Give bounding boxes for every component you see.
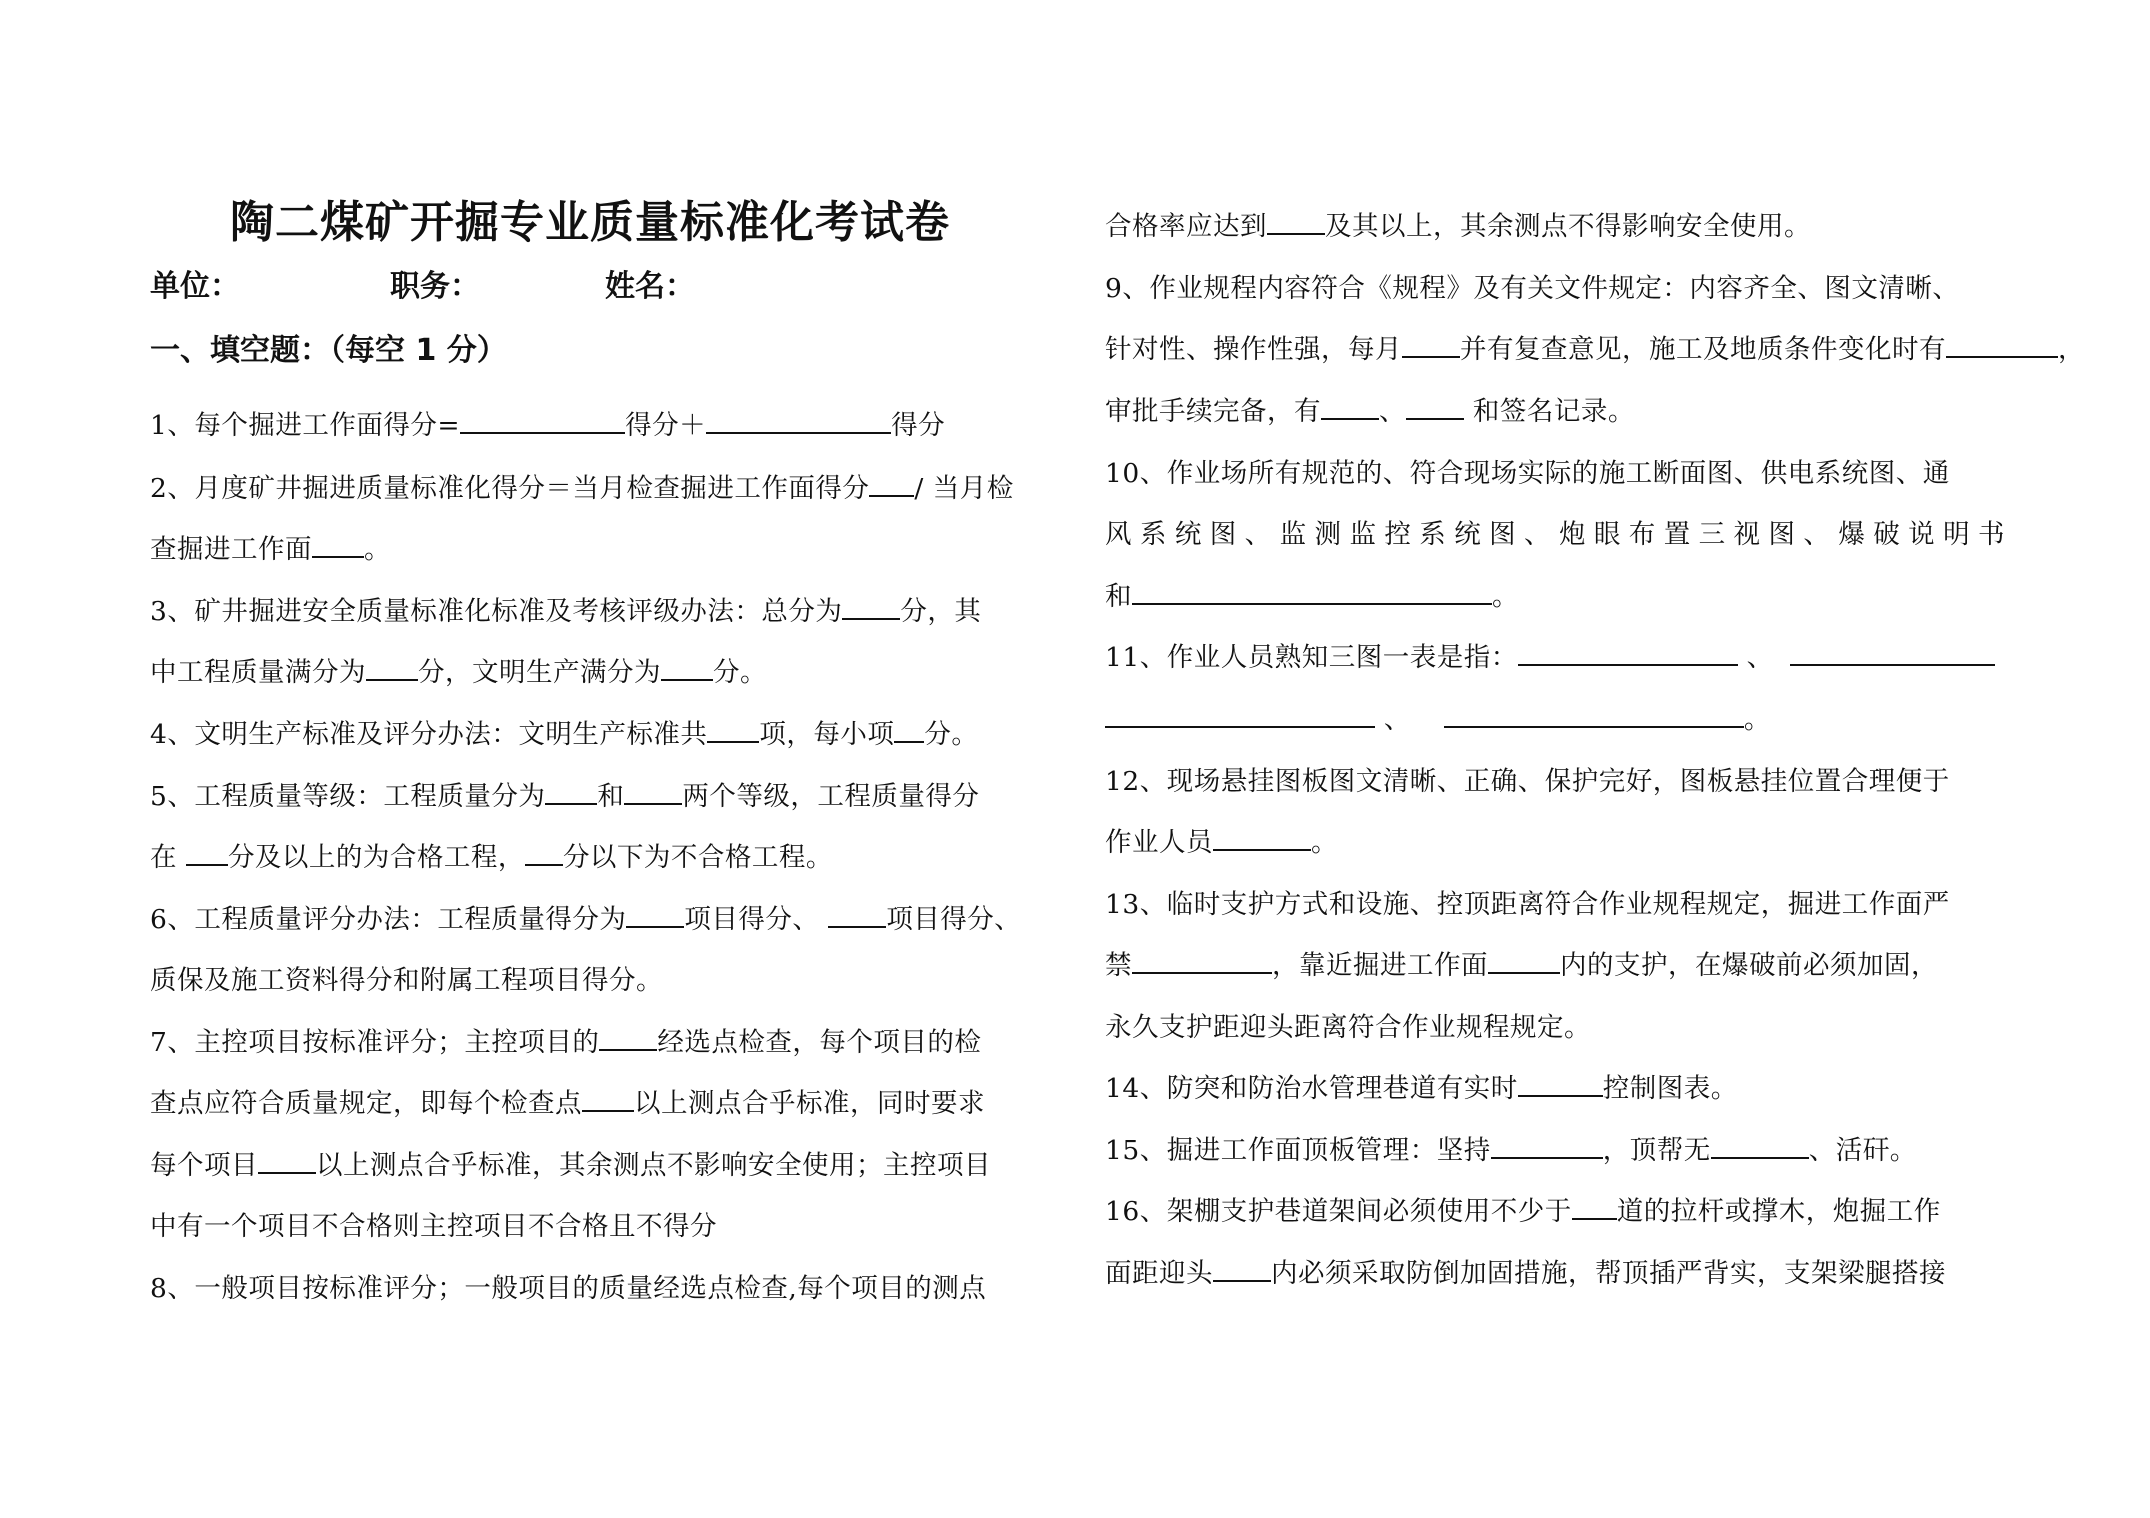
blank bbox=[1402, 328, 1460, 358]
blank bbox=[1518, 636, 1738, 666]
question-1: 1、每个掘进工作面得分= 得分＋ 得分 bbox=[150, 404, 945, 448]
blank bbox=[1444, 698, 1744, 728]
blank bbox=[186, 836, 228, 866]
blank bbox=[258, 1144, 316, 1174]
question-5-line-1: 5、工程质量等级：工程质量分为 和 两个等级，工程质量得分 bbox=[150, 775, 979, 819]
blank bbox=[706, 404, 891, 434]
question-7-line-1: 7、主控项目按标准评分；主控项目的 经选点检查，每个项目的检 bbox=[150, 1021, 981, 1065]
blank bbox=[894, 713, 924, 743]
question-7-line-2: 查点应符合质量规定，即每个检查点 以上测点合乎标准，同时要求 bbox=[150, 1082, 985, 1126]
page-title: 陶二煤矿开掘专业质量标准化考试卷 bbox=[230, 197, 950, 248]
question-3-line-1: 3、矿井掘进安全质量标准化标准及考核评级办法：总分为 分，其 bbox=[150, 590, 981, 634]
blank bbox=[599, 1021, 657, 1051]
blank bbox=[1488, 944, 1560, 974]
info-line bbox=[150, 264, 695, 310]
question-9-line-3: 审批手续完备，有 、 和签名记录。 bbox=[1105, 390, 1635, 434]
question-13-line-3: 永久支护距迎头距离符合作业规程规定。 bbox=[1105, 1012, 1591, 1043]
blank bbox=[626, 898, 684, 928]
question-2-line-1: 2、月度矿井掘进质量标准化得分＝当月检查掘进工作面得分 / 当月检 bbox=[150, 467, 1014, 511]
blank bbox=[707, 713, 759, 743]
blank bbox=[582, 1082, 634, 1112]
name-label: 姓名： bbox=[605, 269, 695, 304]
blank bbox=[624, 775, 682, 805]
question-10-line-3: 和 。 bbox=[1105, 575, 1519, 619]
blank bbox=[1267, 205, 1325, 235]
blank bbox=[1946, 328, 2058, 358]
question-14: 14、防突和防治水管理巷道有实时 控制图表。 bbox=[1105, 1067, 1738, 1111]
question-8-line-1: 8、一般项目按标准评分；一般项目的质量经选点检查,每个项目的测点 bbox=[150, 1273, 987, 1304]
question-2-line-2: 查掘进工作面 。 bbox=[150, 528, 391, 572]
question-10-line-2: 风系统图、监测监控系统图、炮眼布置三视图、爆破说明书 bbox=[1105, 519, 2005, 550]
blank bbox=[1132, 944, 1272, 974]
section-heading: 一、填空题：（每空 1 分） bbox=[150, 333, 507, 368]
question-11-line-2: 、 。 bbox=[1105, 698, 1771, 742]
blank bbox=[1213, 1252, 1271, 1282]
blank bbox=[1711, 1129, 1809, 1159]
blank bbox=[525, 836, 563, 866]
unit-label: 单位： bbox=[150, 269, 240, 304]
question-13-line-1: 13、临时支护方式和设施、控顶距离符合作业规程规定，掘进工作面严 bbox=[1105, 889, 1950, 920]
blank bbox=[366, 651, 418, 681]
blank bbox=[545, 775, 597, 805]
position-label: 职务： bbox=[390, 269, 480, 304]
question-10-line-1: 10、作业场所有规范的、符合现场实际的施工断面图、供电系统图、通 bbox=[1105, 458, 1950, 489]
question-13-line-2: 禁 ，靠近掘进工作面 内的支护，在爆破前必须加固， bbox=[1105, 944, 1938, 988]
question-16-line-2: 面距迎头 内必须采取防倒加固措施，帮顶插严背实，支架梁腿搭接 bbox=[1105, 1252, 1946, 1296]
blank bbox=[1132, 575, 1492, 605]
question-9-line-2: 针对性、操作性强，每月 并有复查意见，施工及地质条件变化时有 ， bbox=[1105, 328, 2085, 372]
blank bbox=[1572, 1190, 1617, 1220]
blank bbox=[460, 404, 625, 434]
blank bbox=[842, 590, 900, 620]
question-9-line-1: 9、作业规程内容符合《规程》及有关文件规定：内容齐全、图文清晰、 bbox=[1105, 273, 1960, 304]
question-4: 4、文明生产标准及评分办法：文明生产标准共 项，每小项 分。 bbox=[150, 713, 978, 757]
blank bbox=[312, 528, 364, 558]
question-6-line-2: 质保及施工资料得分和附属工程项目得分。 bbox=[150, 965, 663, 996]
blank bbox=[869, 467, 914, 497]
question-15: 15、掘进工作面顶板管理：坚持 ，顶帮无 、活矸。 bbox=[1105, 1129, 1917, 1173]
question-5-line-2: 在 分及以上的为合格工程， 分以下为不合格工程。 bbox=[150, 836, 833, 880]
question-3-line-2: 中工程质量满分为 分，文明生产满分为 分。 bbox=[150, 651, 767, 695]
blank bbox=[1491, 1129, 1603, 1159]
question-12-line-2: 作业人员 。 bbox=[1105, 821, 1338, 865]
blank bbox=[661, 651, 713, 681]
question-6-line-1: 6、工程质量评分办法：工程质量得分为 项目得分、 项目得分、 bbox=[150, 898, 1021, 942]
blank bbox=[1790, 636, 1995, 666]
blank bbox=[1518, 1067, 1603, 1097]
question-8-line-2: 合格率应达到 及其以上，其余测点不得影响安全使用。 bbox=[1105, 205, 1811, 249]
question-7-line-4: 中有一个项目不合格则主控项目不合格且不得分 bbox=[150, 1211, 717, 1242]
question-16-line-1: 16、架棚支护巷道架间必须使用不少于 道的拉杆或撑木，炮掘工作 bbox=[1105, 1190, 1941, 1234]
blank bbox=[1105, 698, 1375, 728]
question-11-line-1: 11、作业人员熟知三图一表是指： 、 bbox=[1105, 636, 1995, 680]
question-12-line-1: 12、现场悬挂图板图文清晰、正确、保护完好，图板悬挂位置合理便于 bbox=[1105, 766, 1950, 797]
blank bbox=[1321, 390, 1379, 420]
blank bbox=[1213, 821, 1311, 851]
question-7-line-3: 每个项目 以上测点合乎标准，其余测点不影响安全使用；主控项目 bbox=[150, 1144, 991, 1188]
blank bbox=[828, 898, 886, 928]
blank bbox=[1406, 390, 1464, 420]
